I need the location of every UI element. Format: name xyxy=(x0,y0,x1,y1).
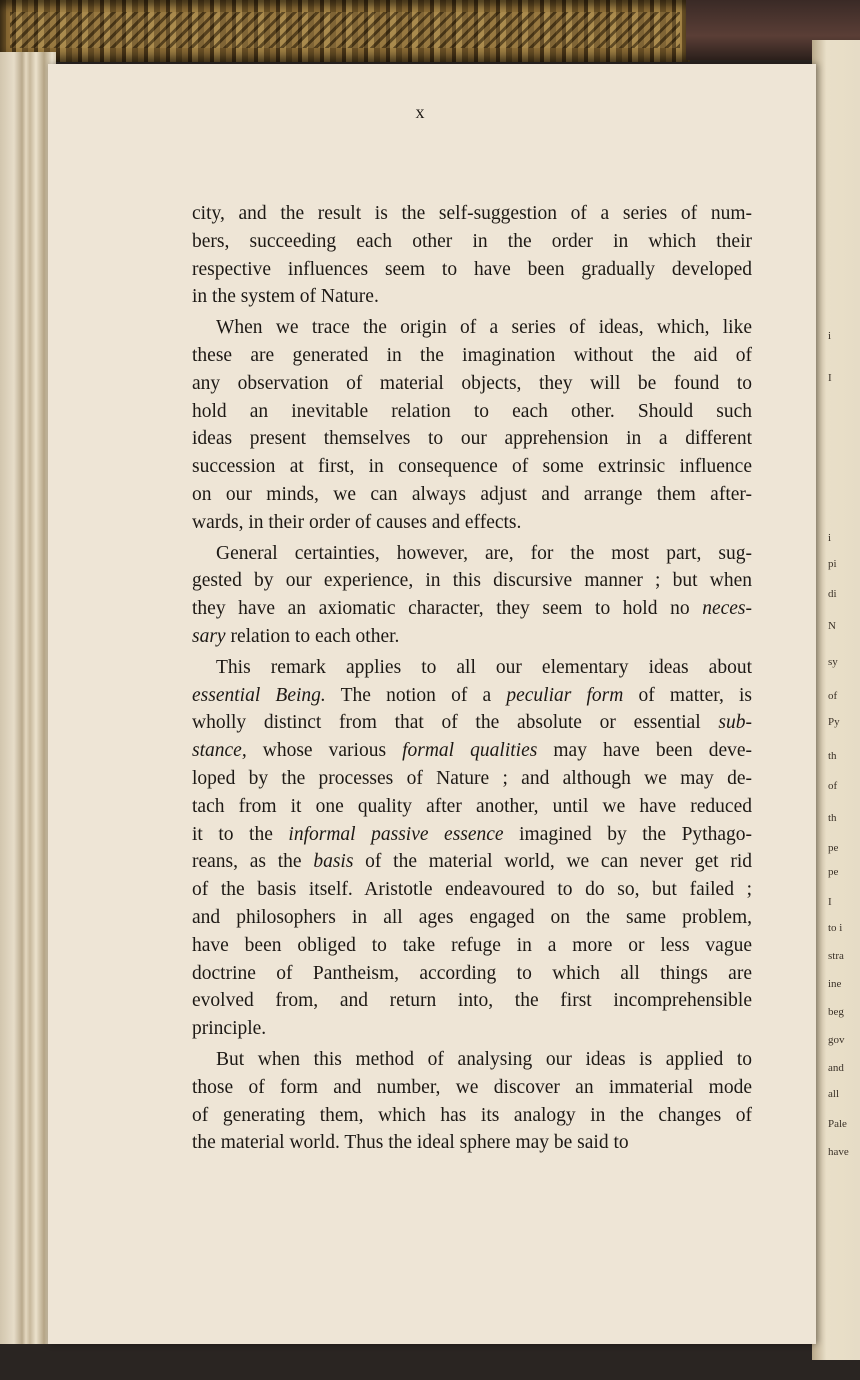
text-line xyxy=(192,1074,752,1102)
text-run: loped by the processes of Nature ; and although we may de- xyxy=(192,767,752,789)
text-run: wholly distinct from that of the absolute or essential xyxy=(192,712,719,734)
facing-page-fragment: pe xyxy=(828,866,839,878)
text-line xyxy=(192,682,752,710)
text-run: This remark applies to all our elementary ideas about xyxy=(216,656,752,678)
facing-page-fragment: beg xyxy=(828,1006,844,1018)
text-line xyxy=(192,623,752,651)
text-run: wards, in their order of causes and effects. xyxy=(192,511,522,533)
text-run: in the system of Nature. xyxy=(192,286,379,308)
paragraph xyxy=(192,540,752,651)
facing-page-edge xyxy=(812,40,860,1360)
facing-page-fragment: ine xyxy=(828,978,842,990)
text-run: on our minds, we can always adjust and arrange them after- xyxy=(192,483,752,505)
text-line xyxy=(192,509,752,537)
facing-page-fragment: Py xyxy=(828,716,840,728)
page-number: x xyxy=(415,102,425,122)
facing-page-fragment: I xyxy=(828,896,832,908)
text-run: may have been deve- xyxy=(537,740,753,762)
facing-page-fragment: sy xyxy=(828,656,838,668)
text-run: gested by our experience, in this discursive manner ; but when xyxy=(192,570,752,592)
body-text xyxy=(192,200,752,1160)
italic-text: sub- xyxy=(718,712,752,734)
text-run: evolved from, and return into, the first incomprehensible xyxy=(192,990,752,1012)
text-run: But when this method of analysing our ideas is applied to xyxy=(216,1048,752,1070)
text-line xyxy=(192,904,752,932)
facing-page-fragment: all xyxy=(828,1088,839,1100)
text-line xyxy=(192,256,752,284)
facing-page-fragment: i xyxy=(828,532,832,544)
facing-page-fragment: to i xyxy=(828,922,843,934)
italic-text: basis xyxy=(313,851,354,873)
text-line xyxy=(192,228,752,256)
text-run: of matter, is xyxy=(623,684,753,706)
text-line xyxy=(192,987,752,1015)
italic-text: informal passive essence xyxy=(288,823,504,845)
text-run: imagined by the Pythago- xyxy=(503,823,752,845)
text-run: they have an axiomatic character, they seem to hold no xyxy=(192,598,703,620)
text-run: The notion of a xyxy=(325,684,507,706)
text-line xyxy=(192,453,752,481)
text-run: of the material world, we can never get rid xyxy=(353,851,752,873)
text-run: General certainties, however, are, for the most part, sug- xyxy=(216,542,752,564)
text-run: whose various xyxy=(246,740,403,762)
facing-page-fragment: I xyxy=(828,372,832,384)
text-line xyxy=(192,540,752,568)
text-run: doctrine of Pantheism, according to which all things are xyxy=(192,962,752,984)
text-run: city, and the result is the self-suggestion of a series of num- xyxy=(192,203,752,224)
text-line xyxy=(192,932,752,960)
italic-text: neces- xyxy=(702,598,752,620)
paragraph xyxy=(192,1046,752,1157)
text-line xyxy=(192,314,752,342)
text-line xyxy=(192,1129,752,1157)
text-run: hold an inevitable relation to each other. Should such xyxy=(192,400,752,422)
text-run: respective influences seem to have been gradually developed xyxy=(192,258,752,280)
paragraph xyxy=(192,654,752,1043)
text-run: any observation of material objects, they will be found to xyxy=(192,372,752,394)
text-line xyxy=(192,425,752,453)
text-line xyxy=(192,342,752,370)
text-run: of generating them, which has its analogy in the changes of xyxy=(192,1104,752,1126)
text-run: those of form and number, we discover an immaterial mode xyxy=(192,1076,752,1098)
text-run: the material world. Thus the ideal sphere may be said to xyxy=(192,1132,629,1154)
text-line xyxy=(192,765,752,793)
text-line xyxy=(192,1046,752,1074)
text-line xyxy=(192,821,752,849)
text-line xyxy=(192,481,752,509)
facing-page-fragment: N xyxy=(828,620,836,632)
facing-page-fragment: gov xyxy=(828,1034,845,1046)
text-run: have been obliged to take refuge in a more or less vague xyxy=(192,934,752,956)
facing-page-fragment: stra xyxy=(828,950,844,962)
text-line xyxy=(192,709,752,737)
facing-page-fragment: have xyxy=(828,1146,849,1158)
paragraph xyxy=(192,314,752,536)
italic-text: stance, xyxy=(192,740,247,762)
facing-page-fragment: di xyxy=(828,588,837,600)
facing-page-fragment: of xyxy=(828,780,838,792)
facing-page-fragment: and xyxy=(828,1062,844,1074)
text-line xyxy=(192,848,752,876)
text-line xyxy=(192,654,752,682)
facing-page-fragment: Pale xyxy=(828,1118,847,1130)
text-run: relation to each other. xyxy=(225,625,400,647)
facing-page-fragment: of xyxy=(828,690,838,702)
text-run: and philosophers in all ages engaged on the same problem, xyxy=(192,906,752,928)
text-line xyxy=(192,370,752,398)
facing-page-fragment: th xyxy=(828,812,837,824)
text-line xyxy=(192,960,752,988)
text-run: When we trace the origin of a series of ideas, which, like xyxy=(216,317,752,339)
text-line xyxy=(192,200,752,228)
text-line xyxy=(192,876,752,904)
text-run: reans, as the xyxy=(192,851,314,873)
text-run: succession at first, in consequence of some extrinsic influence xyxy=(192,456,752,478)
text-run: of the basis itself. Aristotle endeavoured to do so, but failed ; xyxy=(192,879,752,901)
italic-text: peculiar form xyxy=(506,684,624,706)
text-line xyxy=(192,567,752,595)
italic-text: formal qualities xyxy=(402,740,538,762)
text-line xyxy=(192,283,752,311)
text-run: bers, succeeding each other in the order in which their xyxy=(192,230,752,252)
facing-page-fragment: pe xyxy=(828,842,839,854)
text-run: these are generated in the imagination without the aid of xyxy=(192,344,752,366)
text-line xyxy=(192,737,752,765)
italic-text: sary xyxy=(192,625,226,647)
facing-page-fragment: pi xyxy=(828,558,837,570)
text-run: it to the xyxy=(192,823,289,845)
text-line xyxy=(192,1102,752,1130)
italic-text: essential Being. xyxy=(192,684,326,706)
text-line xyxy=(192,793,752,821)
text-run: ideas present themselves to our apprehension in a different xyxy=(192,428,752,450)
text-line xyxy=(192,595,752,623)
text-run: tach from it one quality after another, until we have reduced xyxy=(192,795,752,817)
paragraph xyxy=(192,200,752,311)
text-line xyxy=(192,1015,752,1043)
text-line xyxy=(192,398,752,426)
facing-page-fragment: th xyxy=(828,750,837,762)
facing-page-fragment: i xyxy=(828,330,832,342)
text-run: principle. xyxy=(192,1018,267,1040)
gilt-ornament-border xyxy=(0,0,690,62)
